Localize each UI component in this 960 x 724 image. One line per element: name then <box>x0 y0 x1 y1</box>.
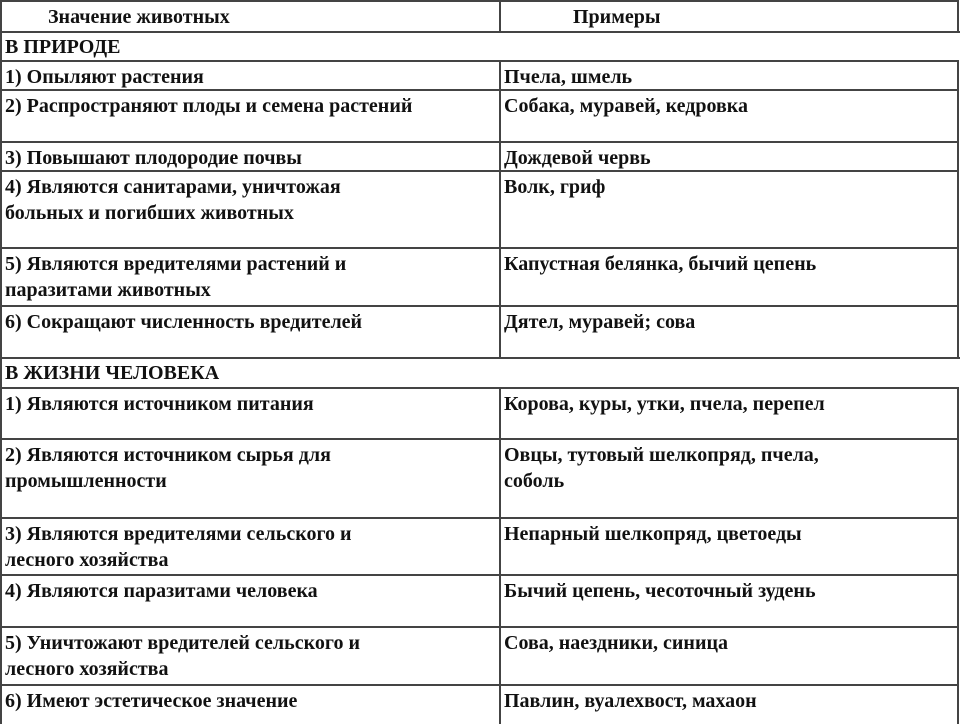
examples-text: Сова, наездники, синица <box>504 632 729 654</box>
section-title-label: В ПРИРОДЕ <box>5 36 121 58</box>
meaning-text-line1: 3) Являются вредителями сельского и <box>5 523 352 545</box>
examples-cell <box>499 574 959 626</box>
meaning-cell <box>0 574 501 626</box>
examples-cell <box>499 387 959 438</box>
meaning-cell <box>0 517 501 574</box>
examples-text: Бычий цепень, чесоточный зудень <box>504 580 816 602</box>
meaning-text: 6) Сокращают численность вредителей <box>5 311 363 333</box>
meaning-text: 2) Распространяют плоды и семена растений <box>5 95 413 117</box>
examples-cell <box>499 517 959 574</box>
examples-text: Капустная белянка, бычий цепень <box>504 253 817 275</box>
examples-text: Павлин, вуалехвост, махаон <box>504 690 757 712</box>
examples-text-line1: Овцы, тутовый шелкопряд, пчела, <box>504 444 819 466</box>
examples-text: Непарный шелкопряд, цветоеды <box>504 523 802 545</box>
header-meaning-label: Значение животных <box>48 6 230 28</box>
examples-text-line2: соболь <box>504 470 565 492</box>
table-row <box>0 387 960 438</box>
meaning-cell <box>0 89 501 141</box>
meaning-cell <box>0 170 501 247</box>
table-row <box>0 626 960 684</box>
meaning-text-line2: промышленности <box>5 470 167 492</box>
meaning-text: 3) Повышают плодородие почвы <box>5 147 302 169</box>
section-title-human-life <box>0 357 960 387</box>
section-title-nature <box>0 31 960 60</box>
meaning-cell <box>0 684 501 724</box>
meaning-cell <box>0 60 501 89</box>
meaning-text-line1: 2) Являются источником сырья для <box>5 444 331 466</box>
examples-cell <box>499 141 959 170</box>
meaning-text-line2: больных и погибших животных <box>5 202 294 224</box>
meaning-cell <box>0 305 501 357</box>
table-row <box>0 438 960 517</box>
examples-cell <box>499 60 959 89</box>
header-meaning <box>0 0 501 31</box>
meaning-text-line1: 5) Являются вредителями растений и <box>5 253 347 275</box>
meaning-text-line1: 4) Являются санитарами, уничтожая <box>5 176 341 198</box>
examples-cell <box>499 305 959 357</box>
table-row <box>0 305 960 357</box>
header-examples <box>499 0 959 31</box>
meaning-cell <box>0 626 501 684</box>
meaning-cell <box>0 247 501 305</box>
meaning-text: 6) Имеют эстетическое значение <box>5 690 298 712</box>
examples-cell <box>499 684 959 724</box>
table-row <box>0 684 960 724</box>
meaning-text-line2: паразитами животных <box>5 279 211 301</box>
header-examples-label: Примеры <box>573 6 661 28</box>
examples-text: Собака, муравей, кедровка <box>504 95 749 117</box>
meaning-text: 1) Являются источником питания <box>5 393 314 415</box>
table-header-row <box>0 0 960 31</box>
meaning-cell <box>0 387 501 438</box>
examples-text: Пчела, шмель <box>504 66 633 88</box>
table-row <box>0 517 960 574</box>
table-row <box>0 574 960 626</box>
table-row <box>0 247 960 305</box>
meaning-text-line1: 5) Уничтожают вредителей сельского и <box>5 632 360 654</box>
examples-cell <box>499 170 959 247</box>
section-title-label: В ЖИЗНИ ЧЕЛОВЕКА <box>5 362 220 384</box>
table-row <box>0 141 960 170</box>
table-row <box>0 60 960 89</box>
meaning-text: 4) Являются паразитами человека <box>5 580 318 602</box>
examples-text: Дождевой червь <box>504 147 651 169</box>
examples-cell <box>499 438 959 517</box>
examples-cell <box>499 626 959 684</box>
examples-cell <box>499 89 959 141</box>
examples-text: Дятел, муравей; сова <box>504 311 696 333</box>
meaning-text-line2: лесного хозяйства <box>5 549 169 571</box>
examples-text: Корова, куры, утки, пчела, перепел <box>504 393 825 415</box>
examples-text: Волк, гриф <box>504 176 606 198</box>
examples-cell <box>499 247 959 305</box>
meaning-text-line2: лесного хозяйства <box>5 658 169 680</box>
meaning-cell <box>0 438 501 517</box>
meaning-text: 1) Опыляют растения <box>5 66 204 88</box>
table-row <box>0 89 960 141</box>
table-row <box>0 170 960 247</box>
meaning-cell <box>0 141 501 170</box>
